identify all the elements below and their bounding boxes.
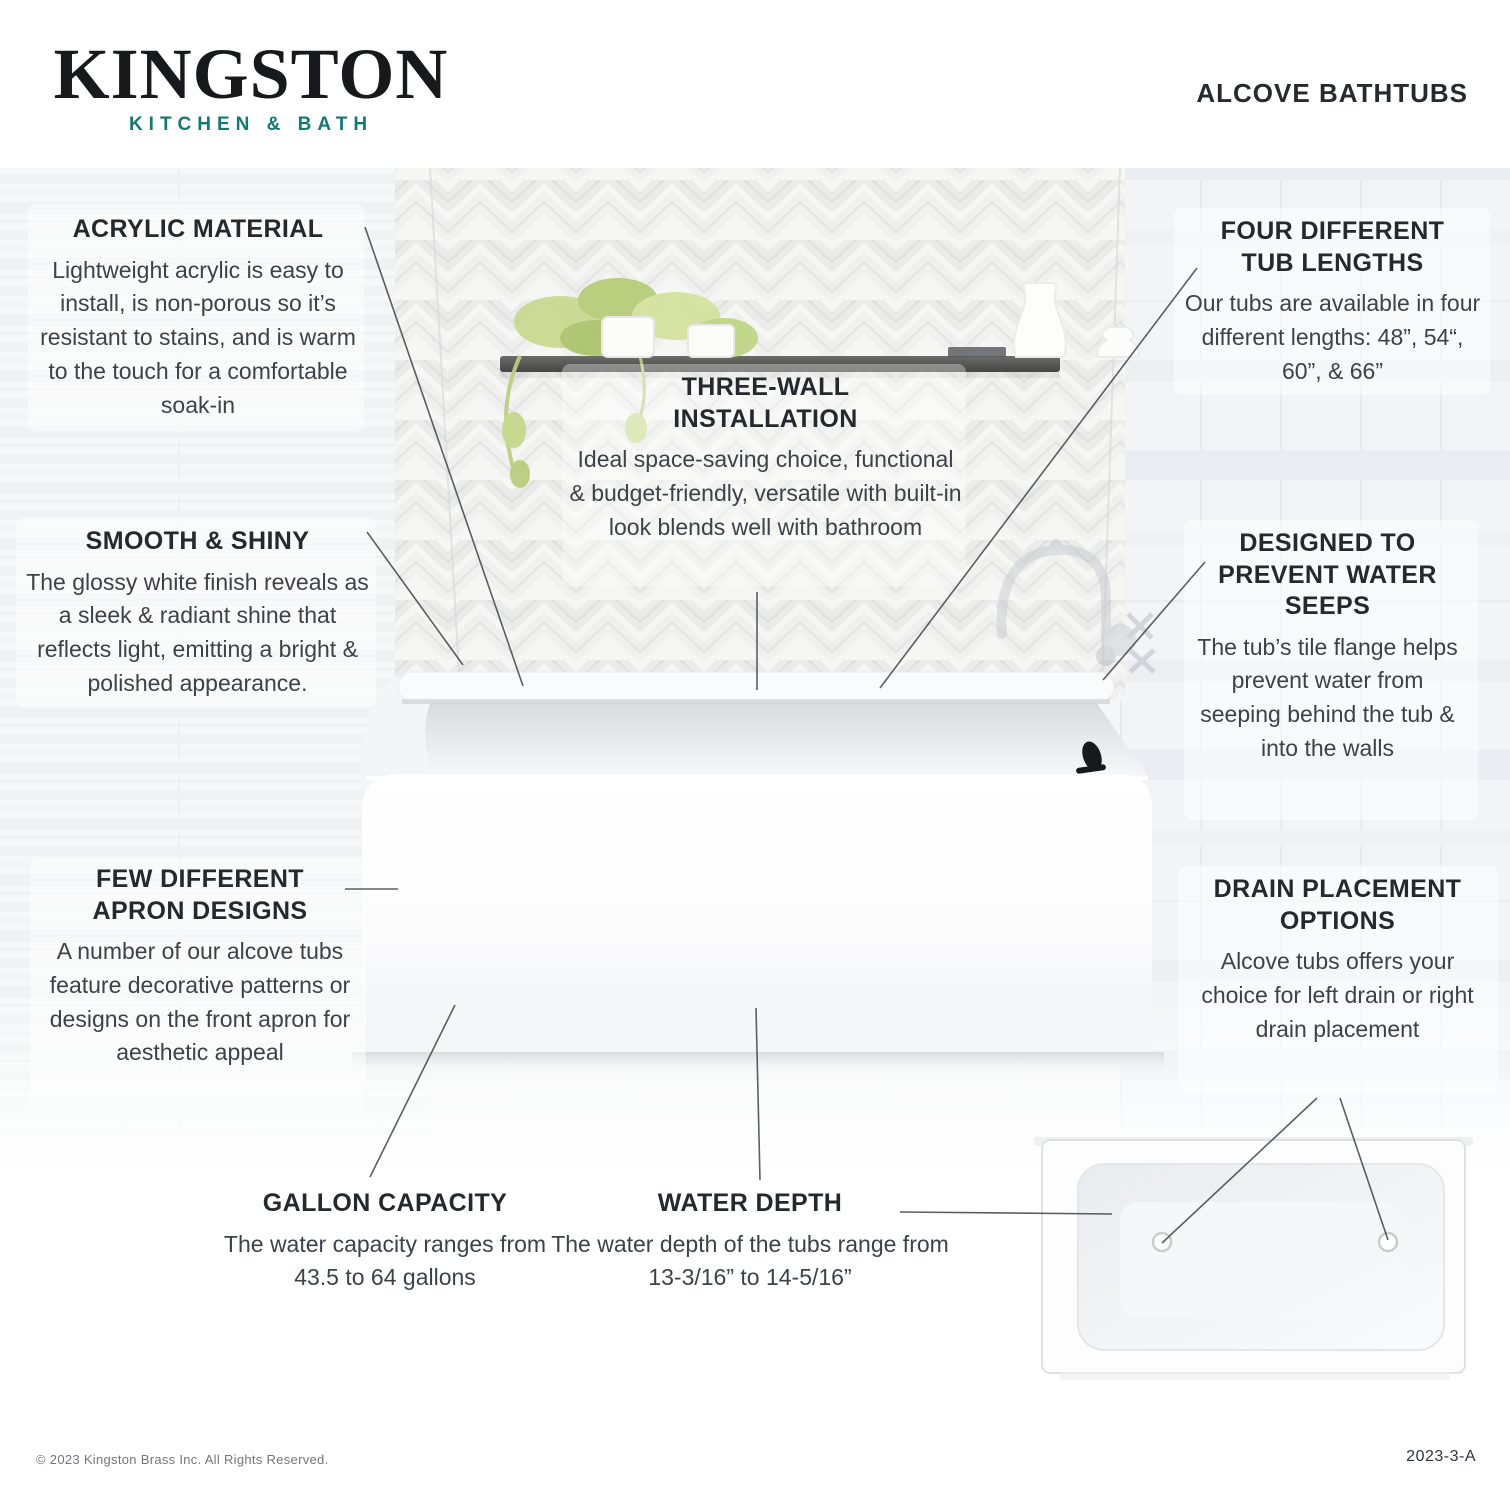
callout-apron-designs — [35, 864, 365, 1070]
callout-body: The glossy white finish reveals as a sleek & radiant shine that reflects light, emitting a bright & polished appearance. — [26, 568, 369, 696]
callout-tub-lengths — [1180, 216, 1485, 388]
callout-title: DRAIN PLACEMENT OPTIONS — [1213, 875, 1462, 935]
callout-body: The tub’s tile flange helps prevent water from seeping behind the tub & into the walls — [1197, 633, 1458, 761]
callout-acrylic-material — [33, 214, 363, 422]
callout-water-depth — [550, 1188, 950, 1295]
document-code: 2023-3-A — [1406, 1448, 1476, 1465]
callout-title: ACRYLIC MATERIAL — [72, 215, 324, 243]
brand-name: KINGSTON — [53, 34, 449, 114]
callout-title: FEW DIFFERENT APRON DESIGNS — [92, 865, 308, 925]
callout-drain-placement — [1185, 874, 1490, 1046]
brand-tagline: KITCHEN & BATH — [128, 114, 374, 135]
callout-title: FOUR DIFFERENT TUB LENGTHS — [1220, 217, 1445, 277]
callout-body: Our tubs are available in four different lengths: 48”, 54“, 60”, & 66” — [1184, 290, 1481, 384]
tub-top-view — [1034, 1137, 1473, 1380]
callout-body: Ideal space-saving choice, functional & budget-friendly, versatile with built-in look blends well with bathroom — [569, 446, 962, 540]
callout-body: The water depth of the tubs range from 13-3/16” to 14-5/16” — [551, 1230, 949, 1291]
callout-title: WATER DEPTH — [657, 1189, 843, 1217]
copyright-text: © 2023 Kingston Brass Inc. All Rights Reserved. — [36, 1452, 329, 1467]
callout-title: DESIGNED TO PREVENT WATER SEEPS — [1218, 529, 1437, 620]
callout-title: THREE-WALL INSTALLATION — [673, 373, 858, 433]
callout-body: Lightweight acrylic is easy to install, is non-porous so it’s resistant to stains, and is warm to the touch for a comfortable soak-in — [40, 256, 356, 418]
right-drain-hole — [1379, 1233, 1397, 1251]
callout-title: GALLON CAPACITY — [262, 1189, 508, 1217]
callout-prevent-water-seeps — [1190, 528, 1465, 766]
callout-body: Alcove tubs offers your choice for left drain or right drain placement — [1201, 948, 1474, 1042]
page-title: ALCOVE BATHTUBS — [1196, 78, 1468, 108]
callout-body: A number of our alcove tubs feature decorative patterns or designs on the front apron for aesthetic appeal — [49, 938, 351, 1066]
brand-logo — [46, 34, 456, 136]
callout-smooth-shiny — [20, 526, 375, 701]
callout-body: The water capacity ranges from 43.5 to 64 gallons — [223, 1230, 547, 1291]
callout-three-wall-installation — [568, 372, 963, 544]
callout-title: SMOOTH & SHINY — [85, 527, 310, 555]
callout-gallon-capacity — [220, 1188, 550, 1295]
